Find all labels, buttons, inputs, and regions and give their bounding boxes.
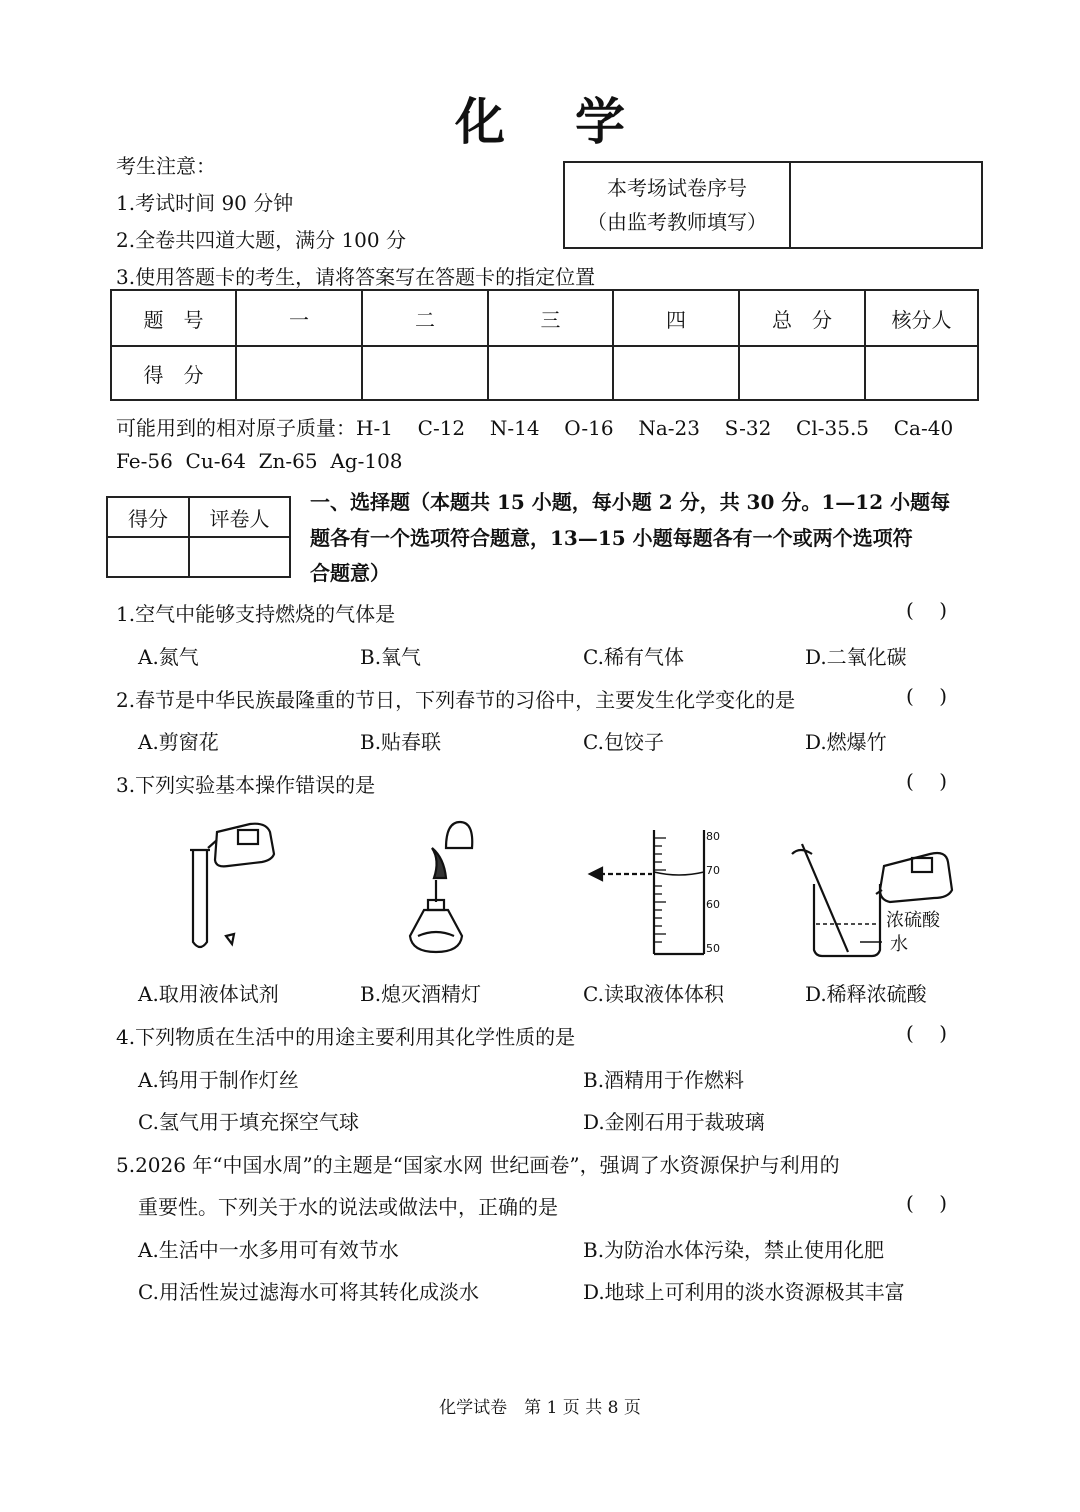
score-row-label: 得 分: [111, 346, 236, 400]
title-char-1: 化: [455, 92, 505, 151]
answer-paren[interactable]: ( ): [906, 769, 948, 793]
section1-line2: 题各有一个选项符合题意，13—15 小题每题各有一个或两个选项符: [310, 526, 913, 550]
q2-option-c: C.包饺子: [583, 730, 664, 754]
q4-option-d: D.金刚石用于裁玻璃: [583, 1110, 765, 1134]
score-header: 题 号: [111, 290, 236, 346]
title-char-2: 学: [575, 92, 625, 151]
score-header: 核分人: [865, 290, 978, 346]
notice-heading: 考生注意：: [116, 154, 216, 178]
cylinder-tick-label: 70: [706, 864, 720, 877]
notice-item-1: 1.考试时间 90 分钟: [116, 191, 294, 215]
q1-option-b: B.氧气: [360, 645, 422, 669]
q2-option-a: A.剪窗花: [138, 730, 219, 754]
answer-paren[interactable]: ( ): [906, 1021, 948, 1045]
notice-item-3: 3.使用答题卡的考生，请将答案写在答题卡的指定位置: [116, 265, 596, 289]
serial-label-line1: 本考场试卷序号: [607, 176, 747, 200]
score-header: 二: [362, 290, 488, 346]
atomic-masses-line2: Fe-56 Cu-64 Zn-65 Ag-108: [116, 449, 403, 473]
answer-paren[interactable]: ( ): [906, 684, 948, 708]
label-water: 水: [890, 934, 908, 955]
question-5-stem-line2: 重要性。下列关于水的说法或做法中，正确的是: [138, 1195, 558, 1219]
question-2-stem: 2.春节是中华民族最隆重的节日，下列春节的习俗中，主要发生化学变化的是: [116, 688, 796, 712]
grader-box: [106, 496, 291, 578]
section1-line3: 合题意）: [310, 561, 390, 585]
serial-label-line2: （由监考教师填写）: [587, 210, 767, 234]
page-footer: 化学试卷 第 1 页 共 8 页: [439, 1398, 641, 1418]
cylinder-tick-label: 50: [706, 942, 720, 955]
cylinder-tick-label: 60: [706, 898, 720, 911]
question-3-stem: 3.下列实验基本操作错误的是: [116, 773, 376, 797]
grader-score-label: 得分: [107, 497, 189, 537]
question-4-stem: 4.下列物质在生活中的用途主要利用其化学性质的是: [116, 1025, 576, 1049]
q1-option-c: C.稀有气体: [583, 645, 684, 669]
alcohol-lamp-icon: [410, 822, 472, 952]
q5-option-d: D.地球上可利用的淡水资源极其丰富: [583, 1280, 905, 1304]
label-concentrated-acid: 浓硫酸: [886, 910, 940, 931]
score-header: 总 分: [739, 290, 865, 346]
question-1-stem: 1.空气中能够支持燃烧的气体是: [116, 602, 396, 626]
q5-option-a: A.生活中一水多用可有效节水: [138, 1238, 399, 1262]
atomic-masses-line1: 可能用到的相对原子质量：H-1 C-12 N-14 O-16 Na-23 S-32 Cl-35.5 Ca-40: [116, 416, 954, 440]
q4-option-a: A.钨用于制作灯丝: [138, 1068, 299, 1092]
section1-line1: 一、选择题（本题共 15 小题，每小题 2 分，共 30 分。1—12 小题每: [310, 490, 951, 514]
score-table: [110, 289, 979, 401]
q4-option-c: C.氢气用于填充探空气球: [138, 1110, 359, 1134]
grader-name-cell[interactable]: [189, 537, 290, 577]
score-cell[interactable]: [236, 346, 362, 400]
score-cell[interactable]: [362, 346, 488, 400]
q1-option-d: D.二氧化碳: [805, 645, 907, 669]
q2-option-b: B.贴春联: [360, 730, 442, 754]
serial-number-field[interactable]: [790, 162, 982, 248]
score-header: 三: [488, 290, 613, 346]
question-5-stem: 5.2026 年“中国水周”的主题是“国家水网 世纪画卷”，强调了水资源保护与利用的: [116, 1153, 840, 1177]
q3-option-b: B.熄灭酒精灯: [360, 982, 482, 1006]
score-cell[interactable]: [488, 346, 613, 400]
test-tube-bottle-icon: [190, 824, 274, 947]
serial-number-box: [563, 161, 983, 249]
q1-option-a: A.氮气: [138, 645, 199, 669]
score-cell[interactable]: [739, 346, 865, 400]
score-cell[interactable]: [613, 346, 739, 400]
grader-name-label: 评卷人: [189, 497, 290, 537]
graduated-cylinder-icon: [590, 830, 704, 954]
page-title: [0, 82, 1080, 154]
q5-option-c: C.用活性炭过滤海水可将其转化成淡水: [138, 1280, 479, 1304]
answer-paren[interactable]: ( ): [906, 598, 948, 622]
q3-option-a: A.取用液体试剂: [138, 982, 279, 1006]
lab-operations-figure: [100, 810, 980, 970]
notice-item-2: 2.全卷共四道大题，满分 100 分: [116, 228, 406, 252]
grader-score-cell[interactable]: [107, 537, 189, 577]
q5-option-b: B.为防治水体污染，禁止使用化肥: [583, 1238, 885, 1262]
score-header: 四: [613, 290, 739, 346]
beaker-dilution-icon: [792, 844, 952, 956]
q3-option-d: D.稀释浓硫酸: [805, 982, 927, 1006]
cylinder-tick-label: 80: [706, 830, 720, 843]
q2-option-d: D.燃爆竹: [805, 730, 887, 754]
answer-paren[interactable]: ( ): [906, 1191, 948, 1215]
score-cell[interactable]: [865, 346, 978, 400]
score-header: 一: [236, 290, 362, 346]
q4-option-b: B.酒精用于作燃料: [583, 1068, 745, 1092]
serial-number-label: [564, 162, 790, 248]
q3-option-c: C.读取液体体积: [583, 982, 724, 1006]
